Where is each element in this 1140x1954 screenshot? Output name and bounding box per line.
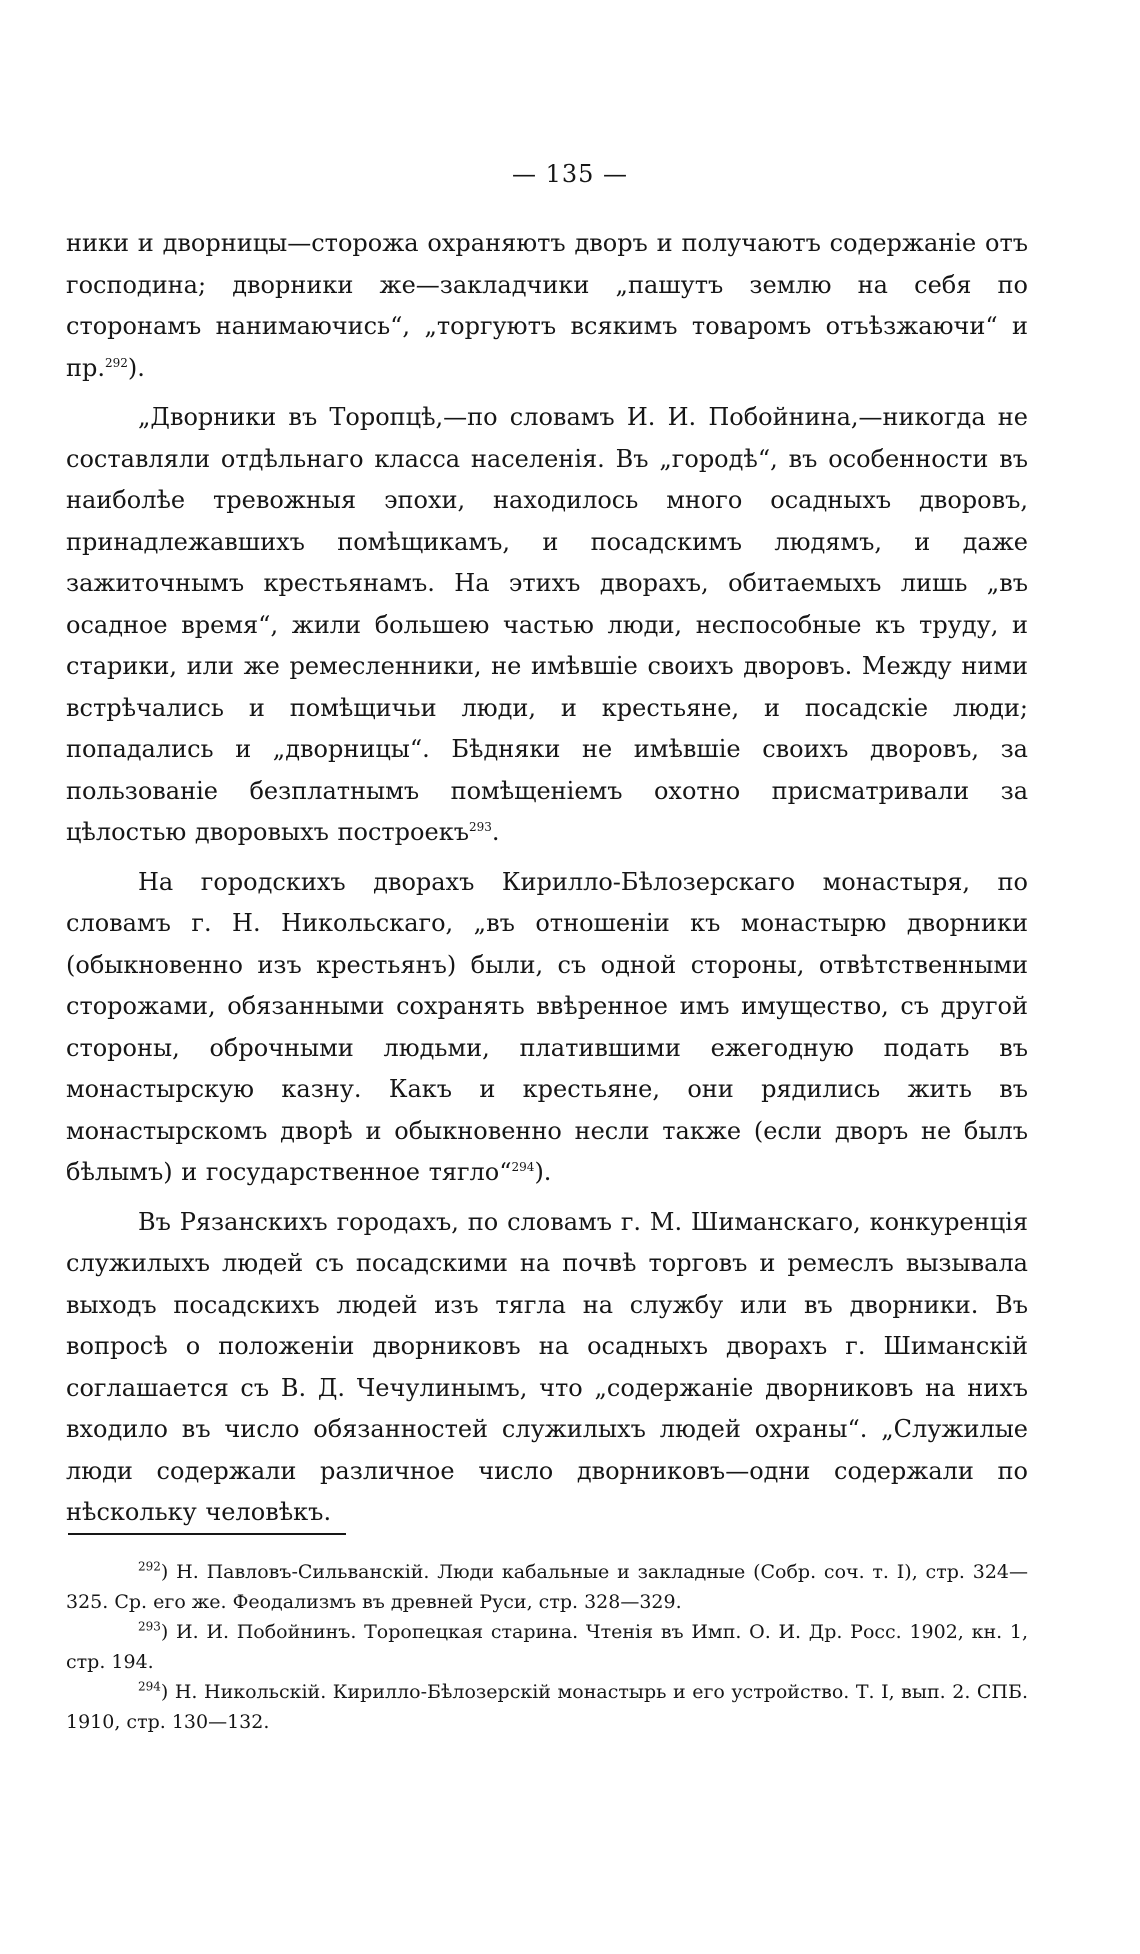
footnote-ref-292[interactable]: 292: [105, 355, 128, 370]
paragraph-3-end: ).: [534, 1158, 552, 1186]
footnote-text: И. И. Побойнинъ. Торопецкая старина. Чтенія въ Имп. О. И. Др. Росс. 1902, кн. 1, стр. 194.: [66, 1621, 1028, 1673]
footnote-marker: 293: [138, 1619, 161, 1634]
paragraph-2: [66, 397, 1028, 854]
paragraph-1-text: ники и дворницы—сторожа охраняютъ дворъ и получаютъ содержаніе отъ господина; дворники же—закладчики „пашутъ землю на себя по сторонамъ нанимаючись“, „торгуютъ всякимъ товаромъ отъѣзжаючи“ и пр.: [66, 229, 1028, 382]
footnote-marker: 292: [138, 1559, 161, 1574]
footnote-294: $^{294}$) Н. Никольскій. Кирилло-Бѣлозерскій монастырь и его устройство. Т. I, вып. 2. СПБ. 1910, стр. 130—132.: [66, 1679, 1028, 1733]
body-text: [66, 223, 1028, 1534]
footnote-divider: [68, 1533, 346, 1535]
footnote-ref-294[interactable]: 294: [511, 1160, 535, 1174]
footnote-293: $^{293}$) И. И. Побойнинъ. Торопецкая старина. Чтенія въ Имп. О. И. Др. Росс. 1902, кн. 1, стр. 194.: [66, 1619, 1028, 1673]
page-number: — 135 —: [511, 160, 629, 188]
paragraph-1: [66, 223, 1028, 389]
footnote-ref-293[interactable]: 293: [468, 820, 492, 834]
paragraph-1-end: ).: [127, 353, 145, 382]
footnote-text: Н. Никольскій. Кирилло-Бѣлозерскій монастырь и его устройство. Т. I, вып. 2. СПБ. 1910, стр. 130—132.: [66, 1681, 1028, 1733]
footnote-marker: 294: [138, 1679, 161, 1694]
footnotes: [66, 1557, 1028, 1737]
footnote-292: $^{292}$) Н. Павловъ-Сильванскій. Люди кабальные и закладные (Собр. соч. т. I), стр. 324—325. Ср. его же. Феодализмъ въ древней Руси, стр. 328—329.: [66, 1559, 1028, 1613]
paragraph-2-text: „Дворники въ Торопцѣ,—по словамъ И. И. Побойнина,—никогда не составляли отдѣльнаго класса населенія. Въ „городѣ“, въ особенности въ наиболѣе тревожныя эпохи, находилось много осадныхъ дворовъ, принадлежавшихъ помѣщикамъ, и посадскимъ людямъ, и даже зажиточнымъ крестьянамъ. На этихъ дворахъ, обитаемыхъ лишь „въ осадное время“, жили большею частью люди, неспособные къ труду, и старики, или же ремесленники, не имѣвшіе своихъ дворовъ. Между ними встрѣчались и помѣщичьи люди, и крестьяне, и посадскіе люди; попадались и „дворницы“. Бѣдняки не имѣвшіе своихъ дворовъ, за пользованіе безплатнымъ помѣщеніемъ охотно присматривали за цѣлостью дворовыхъ построекъ: [66, 403, 1028, 846]
paragraph-3: [66, 862, 1028, 1194]
footnote-text: Н. Павловъ-Сильванскій. Люди кабальные и закладные (Собр. соч. т. I), стр. 324—325. Ср. его же. Феодализмъ въ древней Руси, стр. 328—329.: [66, 1561, 1028, 1613]
paragraph-3-text: На городскихъ дворахъ Кирилло-Бѣлозерскаго монастыря, по словамъ г. Н. Никольскаго, „въ отношеніи къ монастырю дворники (обыкновенно изъ крестьянъ) были, съ одной стороны, отвѣтственными сторожами, обязанными сохранять ввѣренное имъ имущество, съ другой стороны, оброчными людьми, платившими ежегодную подать въ монастырскую казну. Какъ и крестьяне, они рядились жить въ монастырскомъ дворѣ и обыкновенно несли также (если дворъ не былъ бѣлымъ) и государственное тягло“: [66, 867, 1028, 1186]
paragraph-4: Въ Рязанскихъ городахъ, по словамъ г. М. Шиманскаго, конкуренція служилыхъ людей съ посадскими на почвѣ торговъ и ремеслъ вызывала выходъ посадскихъ людей изъ тягла на службу или въ дворники. Въ вопросѣ о положеніи дворниковъ на осадныхъ дворахъ г. Шиманскій соглашается съ В. Д. Чечулинымъ, что „содержаніе дворниковъ на нихъ входило въ число обязанностей служилыхъ людей охраны“. „Служилые люди содержали различное число дворниковъ—одни содержали по нѣскольку человѣкъ.: [66, 1207, 1028, 1526]
paragraph-2-end: .: [491, 818, 500, 846]
